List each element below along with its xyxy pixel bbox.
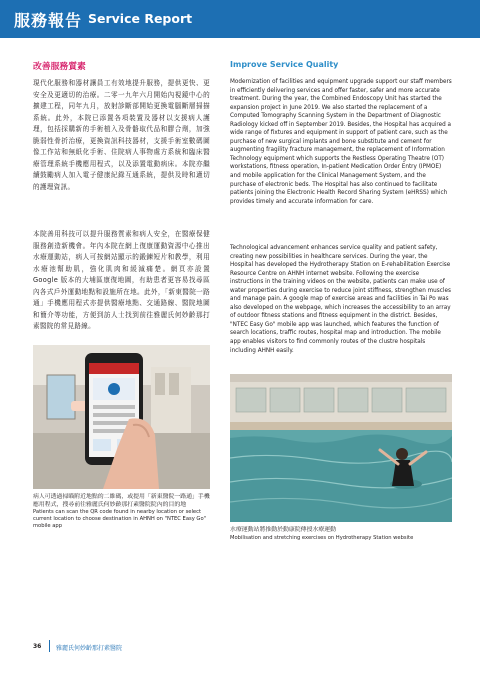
footer-divider (49, 640, 50, 652)
hydrotherapy-caption-en: Mobilisation and stretching exercises on Hydrotherapy Station website (230, 534, 414, 541)
chinese-paragraph-1: 現代化服務和器材讓員工有效地提升服務，提供更快、更安全及更適切的治療。二零一九年六月開始內視鏡中心的擴建工程，同年九月，放射診斷部開始更換電腦斷層掃描系統。此外，本院已添置各項裝置及器材以支援病人護理，包括採購新的手術植入及骨骼取代品和膠合劑，加強脆弱性骨折治療，更換資訊科技器材，支援手術室數碼圖像工作站和無紙化手術、住院病人事物處方系統和臨床醫療管理系統手機應用程式，以及添置電動病床。本院亦繼續鼓勵病人加入電子健康紀錄互通系統，提供及時和適切的護理資訊。 (33, 79, 210, 191)
header-title-zh: 服務報告 (14, 11, 83, 30)
page-number: 36 (33, 643, 42, 650)
mobile-app-caption (33, 494, 210, 531)
english-paragraph-1: Modernization of facilities and equipment upgrade support our staff members in efficiently delivering services and offer faster, safer and more accurate treatment. During the year, the Combined Endoscopy Unit has started the expansion project in June 2019. We also started the replacement of a Computed Tomography Scanning System in the Department of Diagnostic Radiology kicked off in September 2019. Besides, the Hospital has acquired a wide range of fixtures and equipment in support of patient care, such as the purchase of new surgical implants and bone substitute and cement for augmenting fragility fracture management, the replacement of Information Technology equipment which supports the Restless Operating Theatre (OT) workstations, fitness operation, In-patient Medication Order Entry (IPMOE) and mobile application for the Clinical Management System, and the purchase of electronic beds. The Hospital has also continued to facilitate patients joining the Electronic Health Record Sharing System (eHRSS) which provides timely and accurate information for care. (230, 79, 452, 205)
mobile-app-photo (33, 345, 210, 489)
chinese-paragraph-2: 本院善用科技可以提升服務質素和病人安全，在醫療保健服務創造新機會。年內本院在網上復康運動資源中心推出水療運動站，病人可按網站顯示的鍛鍊短片和教學，利用水療池幫助肌，強化肌肉和緩減痛楚。網頁亦設置 Google 版本的大埔區康復地圖，有助患者更容易找尋區內各式戶外運動地點和設施所在地。此外，「新東醫院一路通」手機應用程式亦提供醫療地點、交通路線、醫院地圖和簡介等功能，方便到訪人士找到前往雅麗氏何妙齡那打素醫院的常見路線。 (33, 230, 210, 330)
mobile-app-caption-zh: 病人可透過掃瞄附近地點的二維碼，或提用「新東醫院一路通」手機應用程式，搜尋前往雅麗氏何妙齡那打素醫院院內的目的地 (33, 494, 210, 508)
header-title-en: Service Report (88, 11, 193, 26)
mobile-app-caption-en: Patients can scan the QR code found in nearby location or select current location to choose destination in AHNH on "NTEC Easy Go" mobile app (33, 509, 207, 530)
hydrotherapy-caption-zh: 水療運動站將推動於動康院傳授水療運動 (230, 527, 337, 533)
english-paragraph-2: Technological advancement enhances service quality and patient safety, creating new possibilities in healthcare services. During the year, the Hospital has developed the Hydrotherapy Station on E-rehabilitation Exercise Resource Centre on AHNH internet website. Following the exercise instructions in the training videos on the website, patients can make use of water properties during exercise to reduce joint stiffness, strengthen muscles and manage pain. A google map of exercise areas and facilities in Tai Po was also developed on the webpage, which increases the accessibility to an array of outdoor fitness stations and fitness equipment in the district. Besides, "NTEC Easy Go" mobile app was launched, which features the function of search locations, traffic routes, hospital map and introduction. The mobile app enables visitors to find commonly routes of the clustre hospitals including AHNH easily. (230, 245, 451, 354)
english-heading: Improve Service Quality (230, 60, 339, 69)
hydrotherapy-photo-image (230, 374, 452, 522)
hydrotherapy-photo (230, 374, 452, 522)
footer-hospital-name: 雅麗氏何妙齡那打素醫院 (56, 645, 123, 652)
page-header (0, 0, 480, 38)
chinese-heading: 改善服務質素 (33, 62, 86, 72)
mobile-app-photo-image (33, 345, 210, 489)
hydrotherapy-caption (230, 527, 452, 542)
